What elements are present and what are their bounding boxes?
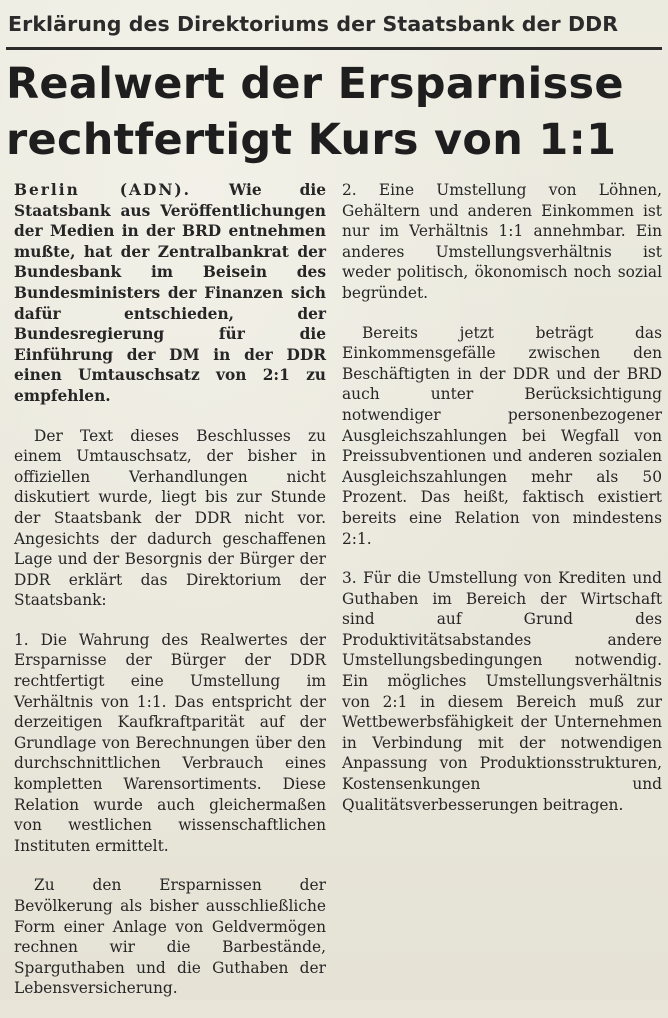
paragraph-3: Zu den Ersparnissen der Bevölkerung als bisher ausschließliche Form einer Anlage von Geldvermögen rechnen wir die Barbestände, Sparguthaben und die Guthaben der Lebensversicherung.: [14, 876, 326, 998]
headline: [6, 56, 662, 168]
lead-body: Wie die Staatsbank aus Veröffentlichungen der Medien in der BRD entnehmen mußte, hat der Zentralbankrat der Bundesbank im Beisein des Bundesministers der Finanzen sich dafür entschieden, der Bundesregierung für die Einführung der DM in der DDR einen Umtauschsatz von 2:1 zu empfehlen.: [14, 181, 326, 405]
column-right: [342, 180, 662, 834]
headline-line-2: rechtfertigt Kurs von 1:1: [6, 115, 617, 165]
dateline: Berlin (ADN).: [14, 181, 192, 199]
paragraph-4: 2. Eine Umstellung von Löhnen, Gehältern und anderen Einkommen ist nur im Verhältnis 1:1 annehmbar. Ein anderes Umstellungsverhältnis ist weder politisch, ökonomisch noch sozial begründet.: [342, 181, 662, 302]
kicker-heading: Erklärung des Direktoriums der Staatsbank der DDR: [8, 12, 619, 36]
lead-paragraph: [14, 180, 326, 407]
paragraph-1: Der Text dieses Beschlusses zu einem Umtauschsatz, der bisher in offiziellen Verhandlungen nicht diskutiert wurde, liegt bis zur Stunde der Staatsbank der DDR nicht vor. Angesichts der dadurch geschaffenen Lage und der Besorgnis der Bürger der DDR erklärt das Direktorium der Staatsbank:: [14, 426, 326, 610]
paragraph-5: Bereits jetzt beträgt das Einkommensgefälle zwischen den Beschäftigten in der DDR und der BRD auch unter Berücksichtigung notwendiger personenbezogener Ausgleichszahlungen bei Wegfall von Preissubventionen und anderen sozialen Ausgleichszahlungen mehr als 50 Prozent. Das heißt, faktisch existiert bereits eine Relation von mindestens 2:1.: [342, 323, 662, 548]
paragraph-6: 3. Für die Umstellung von Krediten und Guthaben im Bereich der Wirtschaft sind auf Grund des Produktivitätsabstandes andere Umstellungsbedingungen notwendig. Ein mögliches Umstellungsverhältnis von 2:1 in diesem Bereich muß zur Wettbewerbsfähigkeit der Unternehmen in Verbindung mit der notwendigen Anpassung von Produktionsstrukturen, Kostensenkungen und Qualitätsverbesserungen beitragen.: [342, 569, 662, 814]
column-left: [14, 180, 326, 1018]
headline-line-1: Realwert der Ersparnisse: [6, 59, 624, 109]
paragraph-2: 1. Die Wahrung des Realwertes der Ersparnisse der Bürger der DDR rechtfertigt eine Umstellung im Verhältnis von 1:1. Das entspricht der derzeitigen Kaufkraftparität auf der Grundlage von Berechnungen über den durchschnittlichen Verbrauch eines kompletten Warensortiments. Diese Relation wurde auch gleichermaßen von westlichen wissenschaftlichen Instituten ermittelt.: [14, 630, 326, 855]
heading-rule: [6, 47, 662, 50]
